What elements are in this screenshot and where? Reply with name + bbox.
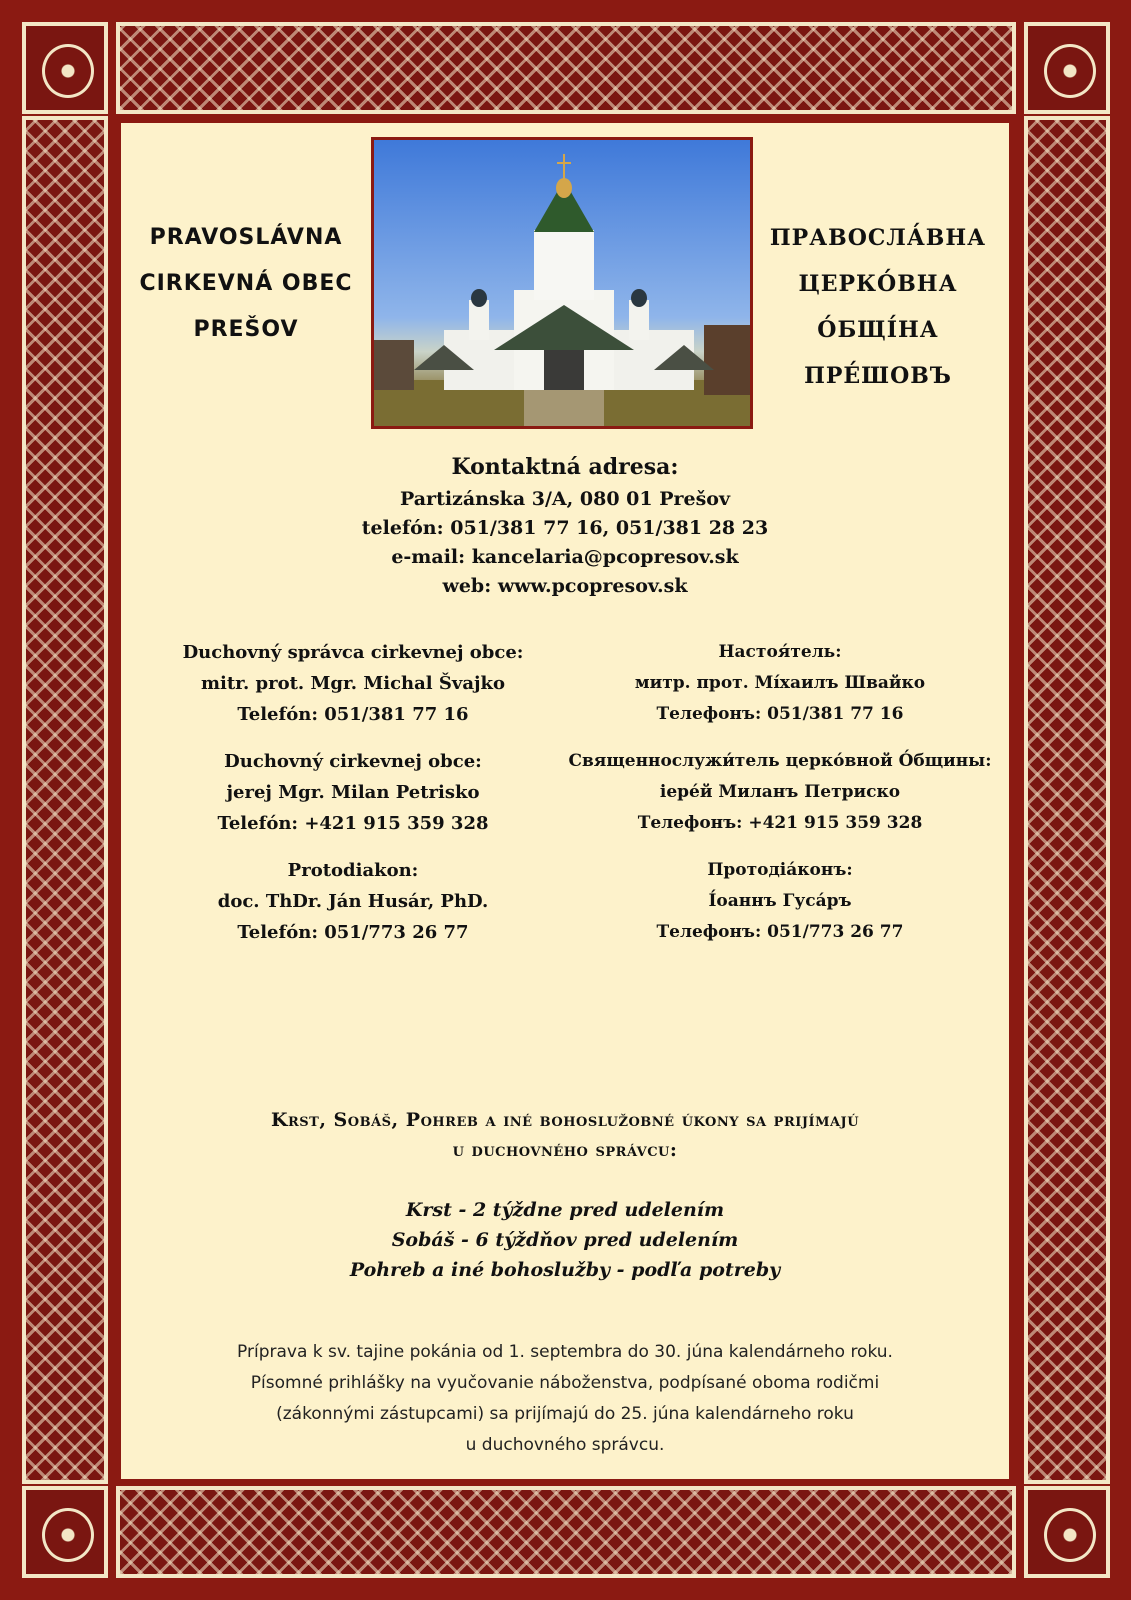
contact-title: Kontaktná adresa: [451,454,679,480]
clergy-role: Duchovný cirkevnej obce: [224,751,482,772]
clergy-name: митр. прот. Мі́хаилъ Швайко [634,673,926,693]
clergy-phone: Telefón: 051/381 77 16 [237,704,469,725]
clergy-role: Священнослужи́тель церко́вной О́бщины: [568,751,992,771]
border-band-top [116,22,1016,114]
sacrament-item: Sobáš - 6 týždňov pred udelením [391,1229,739,1251]
header-cyrillic-line: ПРЕ́ШОВЪ [804,363,952,389]
clergy-role: Protodiakon: [287,860,419,881]
header-cyrillic [747,215,1009,399]
clergy-phone: Телефонъ: 051/381 77 16 [656,704,904,724]
corner-ornament-bottom-left [22,1486,108,1578]
notice-block [121,1337,1009,1461]
header-latin [121,215,371,353]
contact-block [121,449,1009,601]
clergy-latin-column [121,637,585,948]
clergy-entry-cyrillic [551,855,1009,948]
contact-address: Partizánska 3/A, 080 01 Prešov [399,488,731,510]
header-latin-line: PREŠOV [193,317,299,342]
header-latin-line: PRAVOSLÁVNA [149,225,343,250]
sacraments-block [121,1105,1009,1285]
notice-line: (zákonnými zástupcami) sa prijímajú do 25. júna kalendárneho roku [276,1404,854,1424]
border-band-bottom [116,1486,1016,1578]
contact-email: e-mail: kancelaria@pcopresov.sk [391,546,739,568]
clergy-role: Протодіа́конъ: [707,860,853,880]
notice-line: Príprava k sv. tajine pokánia od 1. septembra do 30. júna kalendárneho roku. [237,1342,893,1362]
border-band-left [22,116,108,1484]
corner-ornament-top-right [1024,22,1110,114]
clergy-cyrillic-column [551,637,1009,948]
sacraments-title: u duchovného správcu: [452,1139,678,1161]
corner-ornament-bottom-right [1024,1486,1110,1578]
clergy-name: іере́й Миланъ Петриско [659,782,901,802]
notice-line: Písomné prihlášky na vyučovanie náboženstva, podpísané oboma rodičmi [250,1373,880,1393]
clergy-phone: Telefón: +421 915 359 328 [217,813,489,834]
clergy-name: jerej Mgr. Milan Petrisko [226,782,480,803]
clergy-entry [121,746,585,839]
clergy-role: Настоя́тель: [718,642,842,662]
sacrament-item: Pohreb a iné bohoslužby - podľa potreby [349,1259,781,1281]
contact-phone: telefón: 051/381 77 16, 051/381 28 23 [361,517,769,539]
notice-line: u duchovného správcu. [465,1435,665,1455]
header-cyrillic-line: ЦЕРКО́ВНА О́БЩІ́НА [798,271,958,343]
header-latin-line: CIRKEVNÁ OBEC [139,271,353,296]
clergy-phone: Телефонъ: +421 915 359 328 [637,813,923,833]
clergy-name: doc. ThDr. Ján Husár, PhD. [217,891,489,912]
sacraments-title: Krst, Sobáš, Pohreb a iné bohoslužobné úkony sa prijímajú [270,1109,860,1131]
content-panel [118,120,1012,1482]
clergy-entry [121,637,585,730]
clergy-entry [121,855,585,948]
clergy-phone: Телефонъ: 051/773 26 77 [656,922,904,942]
clergy-phone: Telefón: 051/773 26 77 [237,922,469,943]
clergy-name: І́оаннъ Гуса́ръ [708,891,852,911]
clergy-entry-cyrillic [551,746,1009,839]
sacrament-item: Krst - 2 týždne pred udelením [405,1199,725,1221]
border-band-right [1024,116,1110,1484]
corner-ornament-top-left [22,22,108,114]
church-photo [371,137,753,429]
clergy-entry-cyrillic [551,637,1009,730]
clergy-name: mitr. prot. Mgr. Michal Švajko [200,673,506,694]
header-cyrillic-line: ПРАВОСЛА́ВНА [769,225,987,251]
clergy-role: Duchovný správca cirkevnej obce: [182,642,524,663]
contact-web: web: www.pcopresov.sk [442,575,688,597]
